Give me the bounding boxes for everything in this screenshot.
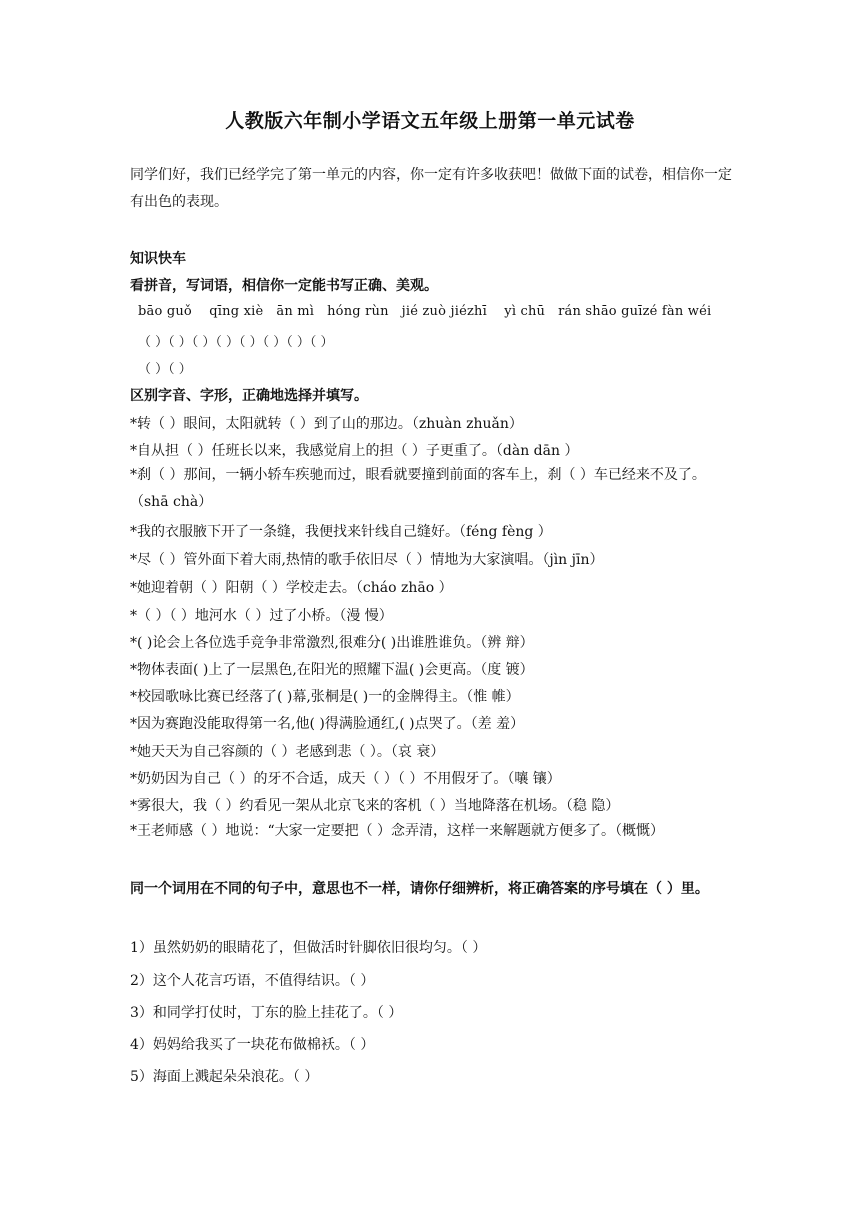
intro-paragraph: 同学们好，我们已经学完了第一单元的内容，你一定有许多收获吧！做做下面的试卷，相信你一定有出色的表现。 bbox=[130, 167, 732, 210]
page-title: 人教版六年制小学语文五年级上册第一单元试卷 bbox=[225, 110, 635, 132]
q3-item: 4）妈妈给我买了一块花布做棉袄。（ ） bbox=[130, 1037, 375, 1053]
q2-item: *雾很大，我（ ）约看见一架从北京飞来的客机（ ）当地降落在机场。（稳 隐） bbox=[130, 798, 620, 814]
q2-item: *她迎着朝（ ）阳朝（ ）学校走去。（cháo zhāo ） bbox=[130, 580, 453, 596]
q2-item: *我的衣服腋下开了一条缝，我便找来针线自己缝好。（féng fèng ） bbox=[130, 524, 552, 540]
answer-blanks-row-2: （ ）（ ） bbox=[138, 362, 192, 377]
q3-item: 5）海面上溅起朵朵浪花。（ ） bbox=[130, 1069, 319, 1085]
q2-item: *校园歌咏比赛已经落了( )幕,张桐是( )一的金牌得主。（惟 帷） bbox=[130, 689, 520, 705]
q2-item: *奶奶因为自己（ ）的牙不合适，成天（ ）（ ）不用假牙了。（嚷 镶） bbox=[130, 771, 561, 787]
pinyin-line: bāo guǒ qīng xiè ān mì hóng rùn jié zuò jiézhī yì chū rán shāo guīzé fàn wéi bbox=[138, 304, 712, 319]
q1-instruction: 看拼音，写词语，相信你一定能书写正确、美观。 bbox=[130, 278, 438, 294]
q2-item: *尽（ ）管外面下着大雨,热情的歌手依旧尽（ ）情地为大家演唱。（jìn jīn） bbox=[130, 552, 604, 568]
section-heading: 知识快车 bbox=[130, 251, 186, 267]
q3-instruction: 同一个词用在不同的句子中，意思也不一样，请你仔细辨析，将正确答案的序号填在（ ）里。 bbox=[130, 881, 709, 897]
q2-instruction: 区别字音、字形，正确地选择并填写。 bbox=[130, 388, 368, 404]
q2-item: *她天天为自己容颜的（ ）老感到悲（ ）。（哀 衰） bbox=[130, 744, 445, 760]
q3-item: 3）和同学打仗时，丁东的脸上挂花了。（ ） bbox=[130, 1005, 403, 1021]
q2-item: *( )论会上各位选手竞争非常激烈,很难分( )出谁胜谁负。（辨 辩） bbox=[130, 635, 534, 651]
q2-item: *（ ）（ ）地河水（ ）过了小桥。（漫 慢） bbox=[130, 608, 393, 624]
q2-item: *因为赛跑没能取得第一名,他( )得满脸通红,( )点哭了。（差 羞） bbox=[130, 716, 525, 732]
q2-item: *刹（ ）那间，一辆小轿车疾驰而过，眼看就要撞到前面的客车上，刹（ ）车已经来不及了。（shā chà） bbox=[130, 467, 706, 510]
answer-blanks-row-1: （ ）（ ）（ ）（ ）（ ）（ ）（ ）（ ） bbox=[138, 335, 334, 350]
q2-item: *自从担（ ）任班长以来，我感觉肩上的担（ ）子更重了。（dàn dān ） bbox=[130, 443, 579, 459]
q2-item: *王老师感（ ）地说：“大家一定要把（ ）念弄清，这样一来解题就方便多了。（概慨） bbox=[130, 823, 665, 839]
q3-item: 2）这个人花言巧语，不值得结识。（ ） bbox=[130, 973, 375, 989]
q2-item: *转（ ）眼间，太阳就转（ ）到了山的那边。（zhuàn zhuǎn） bbox=[130, 416, 523, 432]
q2-item: *物体表面( )上了一层黑色,在阳光的照耀下温( )会更高。（度 镀） bbox=[130, 662, 534, 678]
q3-item: 1）虽然奶奶的眼睛花了，但做活时针脚依旧很均匀。（ ） bbox=[130, 940, 487, 956]
